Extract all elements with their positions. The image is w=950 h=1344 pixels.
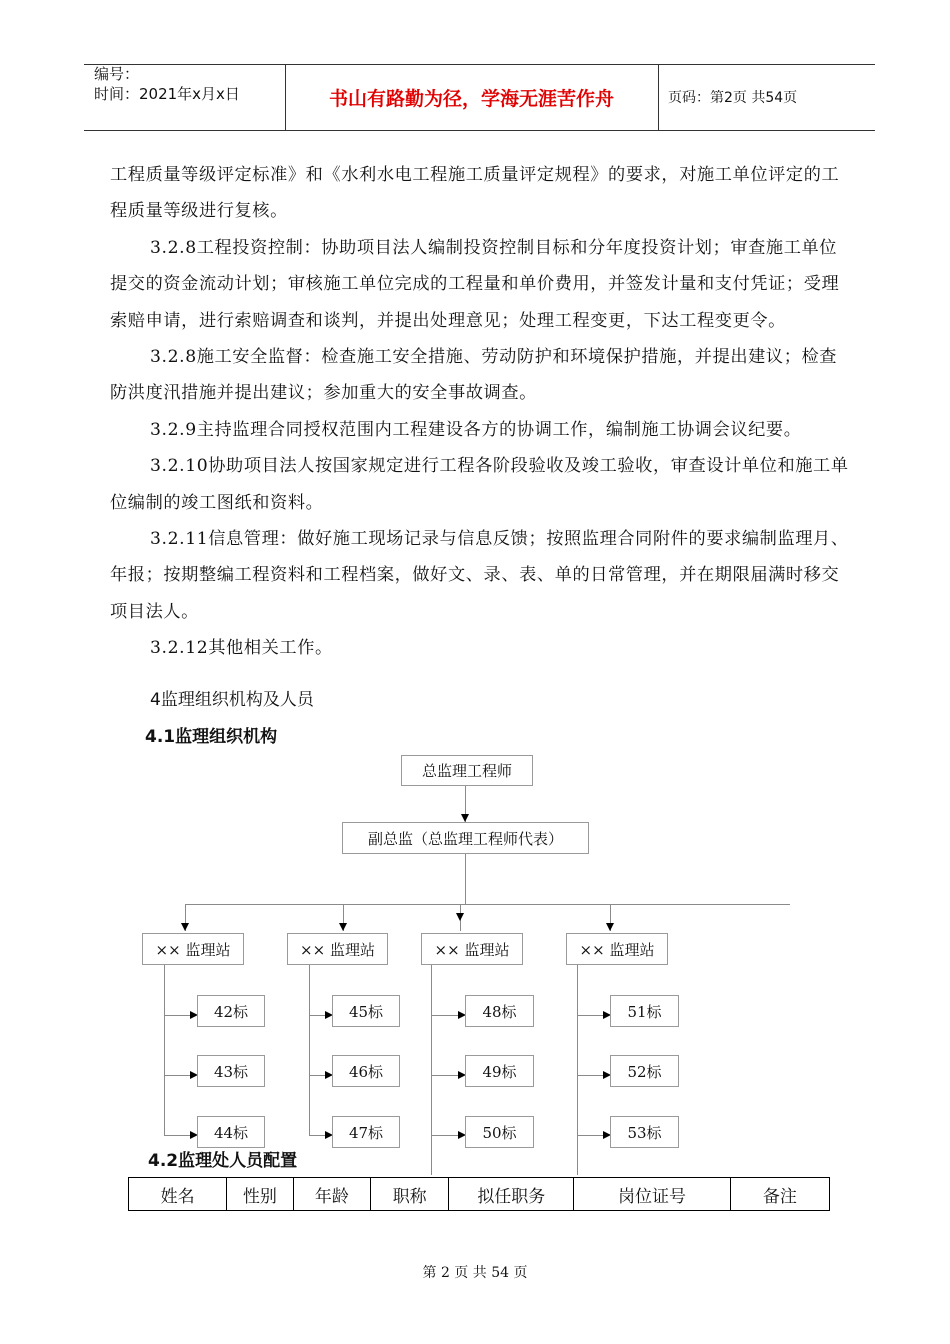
connector-line (431, 1015, 462, 1016)
subsection-heading: 4.1监理组织机构 (145, 727, 278, 747)
section-box: 44标 (197, 1116, 265, 1148)
table-header-cell: 年龄 (293, 1178, 370, 1211)
connector-line (460, 904, 461, 931)
paragraph: 3.2.8施工安全监督：检查施工安全措施、劳动防护和环境保护措施，并提出建议；检查防洪度汛措施并提出建议；参加重大的安全事故调查。 (110, 347, 838, 404)
connector-line (577, 965, 578, 1175)
connector-line (309, 1075, 329, 1076)
paragraph: 3.2.9主持监理合同授权范围内工程建设各方的协调工作，编制施工协调会议纪要。 (150, 419, 802, 440)
section-box: 45标 (332, 995, 400, 1027)
connector-line (577, 1135, 607, 1136)
connector-line (577, 1015, 607, 1016)
section-box: 53标 (610, 1116, 679, 1148)
connector-line (309, 1135, 329, 1136)
connector-line (465, 853, 466, 905)
section-box: 51标 (610, 995, 679, 1027)
staff-table (128, 1177, 830, 1211)
table-header-cell: 备注 (730, 1178, 829, 1211)
subsection-heading-staff: 4.2监理处人员配置 (148, 1151, 298, 1171)
section-box: 47标 (332, 1116, 400, 1148)
paragraph: 3.2.11信息管理：做好施工现场记录与信息反馈；按照监理合同附件的要求编制监理月、年报；按期整编工程资料和工程档案，做好文、录、表、单的日常管理，并在期限届满时移交项目法人。 (110, 529, 849, 622)
section-box: 43标 (197, 1055, 265, 1087)
paragraph: 3.2.8工程投资控制：协助项目法人编制投资控制目标和分年度投资计划；审查施工单位提交的资金流动计划；审核施工单位完成的工程量和单价费用，并签发计量和支付凭证；受理索赔申请，进行索赔调查和谈判，并提出处理意见；处理工程变更，下达工程变更令。 (110, 237, 840, 331)
header-bottom-rule (84, 130, 875, 131)
header-date: 时间：2021年x月x日 (94, 85, 240, 103)
connector-line (431, 1075, 462, 1076)
connector-line (164, 1135, 194, 1136)
connector-line (610, 904, 611, 931)
connector-line (431, 1135, 462, 1136)
section-heading: 4监理组织机构及人员 (150, 690, 314, 710)
connector-line (577, 1075, 607, 1076)
connector-line (431, 965, 432, 1175)
connector-line (185, 904, 186, 931)
station-box: ×× 监理站 (421, 933, 523, 965)
header-motto: 书山有路勤为径，学海无涯苦作舟 (328, 88, 614, 110)
body-text (110, 157, 850, 667)
table-header-cell: 性别 (227, 1178, 293, 1211)
header-meta (94, 64, 240, 104)
connector-line (343, 904, 344, 931)
header-page-info: 页码：第2页 共54页 (668, 90, 798, 106)
connector-line (164, 1015, 194, 1016)
org-chief-box: 总监理工程师 (401, 755, 533, 786)
table-header-cell: 拟任职务 (449, 1178, 574, 1211)
table-header-row (129, 1178, 830, 1211)
section-box: 46标 (332, 1055, 400, 1087)
page-footer: 第 2 页 共 54 页 (422, 1265, 528, 1281)
connector-line (309, 965, 310, 1135)
connector-line (465, 784, 466, 822)
connector-line (164, 1075, 194, 1076)
org-deputy-box: 副总监（总监理工程师代表） (342, 822, 589, 854)
table-header-cell: 职称 (371, 1178, 449, 1211)
connector-line (185, 904, 790, 905)
connector-line (164, 965, 165, 1135)
connector-line (309, 1015, 329, 1016)
paragraph: 3.2.10协助项目法人按国家规定进行工程各阶段验收及竣工验收，审查设计单位和施工单位编制的竣工图纸和资料。 (110, 456, 849, 513)
section-box: 42标 (197, 995, 265, 1027)
table-header-cell: 岗位证号 (574, 1178, 731, 1211)
station-box: ×× 监理站 (287, 933, 388, 965)
section-box: 48标 (465, 995, 534, 1027)
station-box: ×× 监理站 (142, 933, 244, 965)
station-box: ×× 监理站 (566, 933, 668, 965)
section-box: 49标 (465, 1055, 534, 1087)
header-divider-right (658, 64, 659, 130)
paragraph: 工程质量等级评定标准》和《水利水电工程施工质量评定规程》的要求，对施工单位评定的工程质量等级进行复核。 (110, 165, 840, 222)
section-box: 52标 (610, 1055, 679, 1087)
header-number: 编号： (94, 65, 140, 83)
paragraph: 3.2.12其他相关工作。 (150, 638, 333, 659)
table-header-cell: 姓名 (129, 1178, 227, 1211)
section-box: 50标 (465, 1116, 534, 1148)
